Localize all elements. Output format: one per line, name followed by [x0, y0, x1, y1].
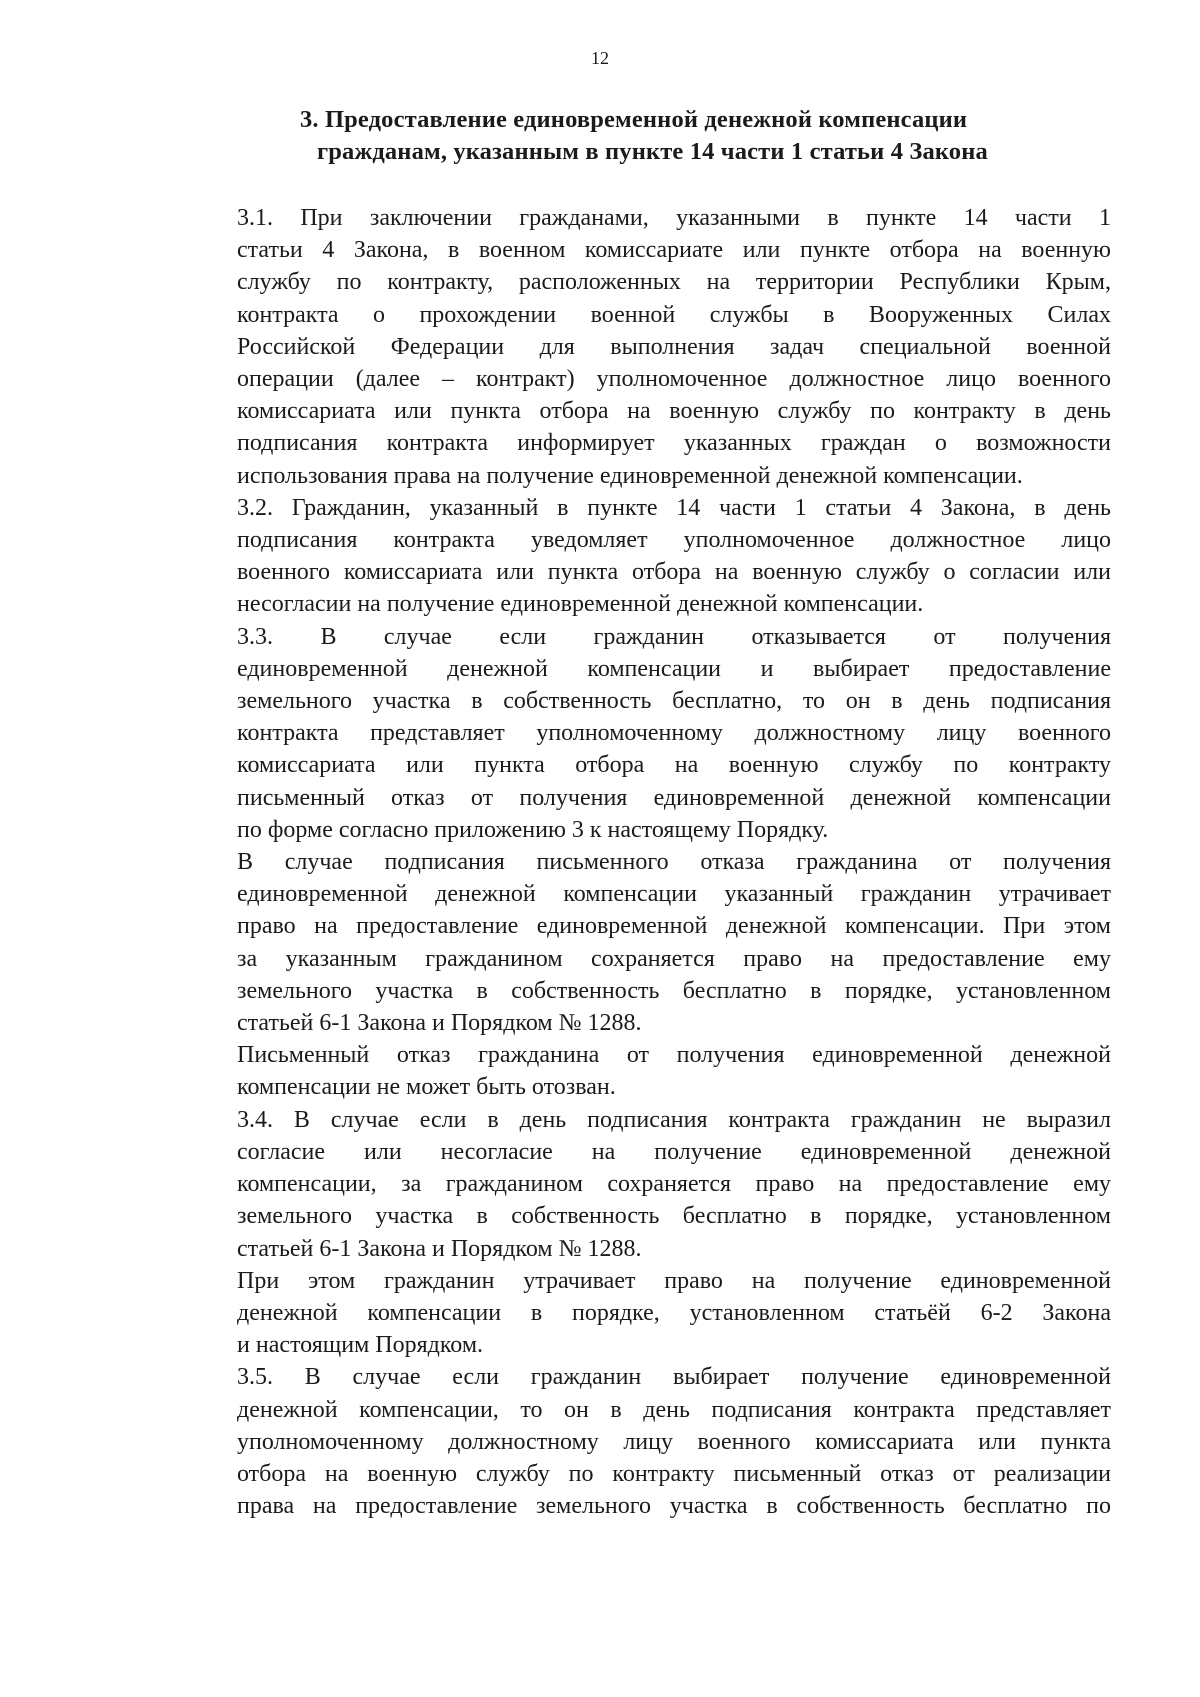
paragraph-line: компенсации, за гражданином сохраняется право на предоставление ему — [237, 1171, 1111, 1198]
paragraph-line: земельного участка в собственность бесплатно в порядке, установленном — [237, 977, 1111, 1004]
paragraph-line: денежной компенсации, то он в день подписания контракта представляет — [237, 1396, 1111, 1423]
paragraph-line: 3.2. Гражданин, указанный в пункте 14 части 1 статьи 4 Закона, в день — [237, 494, 1111, 521]
section-title-line-1: 3. Предоставление единовременной денежной компенсации — [300, 106, 968, 133]
paragraph-line: 3.5. В случае если гражданин выбирает получение единовременной — [237, 1364, 1111, 1391]
paragraph-line: комиссариата или пункта отбора на военную службу по контракту в день — [237, 398, 1111, 425]
paragraph-line: уполномоченному должностному лицу военного комиссариата или пункта — [237, 1428, 1111, 1455]
paragraph-line: 3.1. При заключении гражданами, указанными в пункте 14 части 1 — [237, 205, 1111, 231]
document-body — [181, 202, 1111, 1522]
paragraph-line: 3.3. В случае если гражданин отказывается от получения — [237, 623, 1111, 650]
paragraph-line: право на предоставление единовременной денежной компенсации. При этом — [237, 913, 1111, 940]
paragraph-line: подписания контракта информирует указанных граждан о возможности — [237, 430, 1111, 457]
paragraph-line: денежной компенсации в порядке, установленном статьёй 6-2 Закона — [237, 1299, 1111, 1326]
paragraph — [181, 492, 1111, 621]
paragraph-line: Письменный отказ гражданина от получения единовременной денежной — [237, 1042, 1111, 1069]
paragraph-line: земельного участка в собственность бесплатно, то он в день подписания — [237, 688, 1111, 715]
paragraph-line: контракта представляет уполномоченному должностному лицу военного — [237, 720, 1111, 747]
paragraph-line: При этом гражданин утрачивает право на получение единовременной — [237, 1267, 1111, 1294]
paragraph — [181, 1265, 1111, 1362]
paragraph — [181, 621, 1111, 846]
paragraph-line: военного комиссариата или пункта отбора на военную службу о согласии или — [237, 559, 1111, 586]
paragraph-line: и настоящим Порядком. — [237, 1332, 484, 1359]
paragraph-line: за указанным гражданином сохраняется право на предоставление ему — [237, 945, 1111, 972]
paragraph-line: В случае подписания письменного отказа гражданина от получения — [237, 849, 1111, 876]
page-number: 12 — [591, 48, 609, 68]
paragraph-line: статьей 6-1 Закона и Порядком № 1288. — [237, 1010, 642, 1037]
paragraph-line: подписания контракта уведомляет уполномоченное должностное лицо — [237, 527, 1111, 554]
paragraph-line: единовременной денежной компенсации и выбирает предоставление — [237, 655, 1111, 682]
paragraph-line: отбора на военную службу по контракту письменный отказ от реализации — [237, 1460, 1111, 1487]
section-title-line-2: гражданам, указанным в пункте 14 части 1 статьи 4 Закона — [317, 138, 988, 165]
paragraph-line: права на предоставление земельного участка в собственность бесплатно по — [237, 1493, 1111, 1520]
section-title — [300, 104, 1110, 168]
paragraph-line: несогласии на получение единовременной денежной компенсации. — [237, 591, 924, 618]
paragraph-line: комиссариата или пункта отбора на военную службу по контракту — [237, 752, 1111, 779]
paragraph-line: письменный отказ от получения единовременной денежной компенсации — [237, 784, 1111, 811]
paragraph-line: компенсации не может быть отозван. — [237, 1074, 616, 1101]
paragraph-line: согласие или несогласие на получение единовременной денежной — [237, 1138, 1111, 1165]
paragraph-line: 3.4. В случае если в день подписания контракта гражданин не выразил — [237, 1106, 1111, 1133]
paragraph-line: службу по контракту, расположенных на территории Республики Крым, — [237, 269, 1111, 296]
paragraph-line: по форме согласно приложению 3 к настоящему Порядку. — [237, 816, 829, 843]
paragraph-line: Российской Федерации для выполнения задач специальной военной — [237, 333, 1111, 360]
paragraph-line: статьей 6-1 Закона и Порядком № 1288. — [237, 1235, 642, 1262]
paragraph-line: контракта о прохождении военной службы в Вооруженных Силах — [237, 301, 1111, 328]
paragraph — [181, 846, 1111, 1039]
paragraph — [181, 1104, 1111, 1265]
paragraph-line: операции (далее – контракт) уполномоченное должностное лицо военного — [237, 366, 1111, 393]
paragraph-line: использования права на получение единовременной денежной компенсации. — [237, 462, 1023, 489]
paragraph-line: единовременной денежной компенсации указанный гражданин утрачивает — [237, 881, 1111, 908]
paragraph-line: земельного участка в собственность бесплатно в порядке, установленном — [237, 1203, 1111, 1230]
paragraph — [181, 202, 1111, 492]
paragraph — [181, 1039, 1111, 1103]
paragraph-line: статьи 4 Закона, в военном комиссариате или пункте отбора на военную — [237, 237, 1111, 264]
paragraph — [181, 1361, 1111, 1522]
